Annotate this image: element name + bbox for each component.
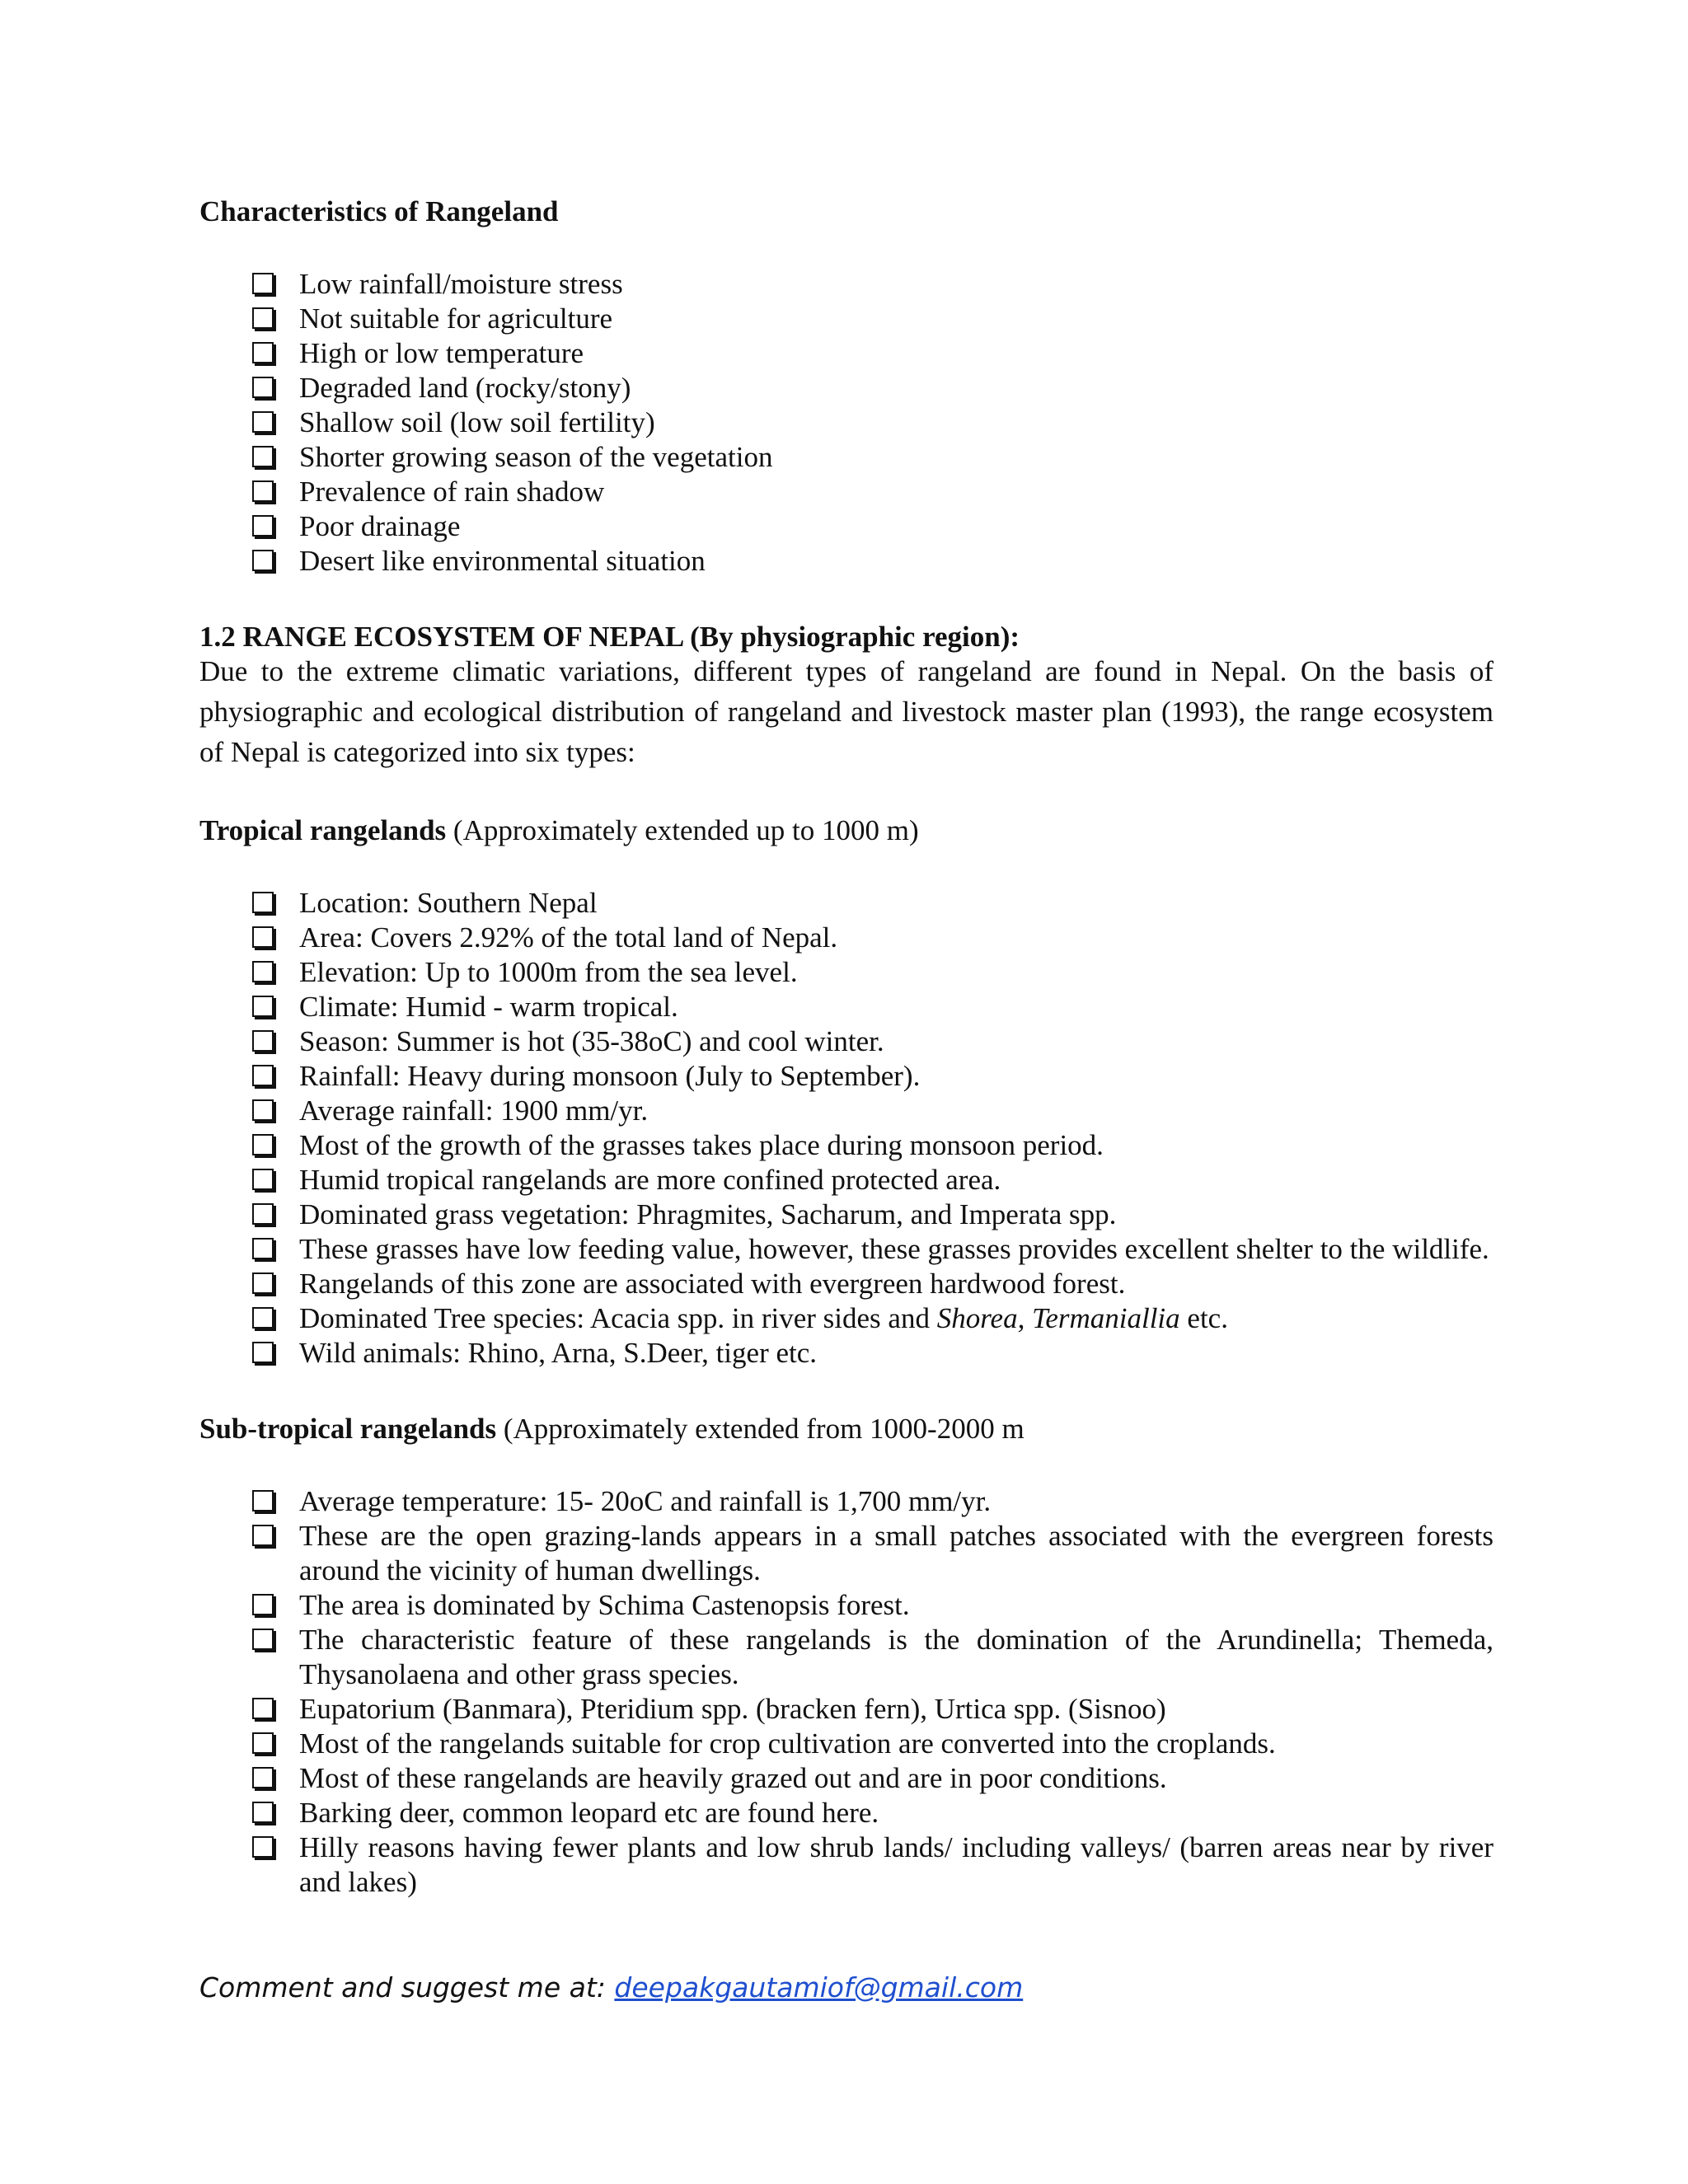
tree-item-species: Shorea, Termaniallia (936, 1302, 1180, 1334)
checkbox-bullet-icon (252, 1525, 274, 1546)
list-item: Shorter growing season of the vegetation (252, 440, 1493, 475)
checkbox-bullet-icon (252, 1732, 274, 1754)
subtropical-list (199, 1484, 1493, 1900)
checkbox-bullet-icon (252, 1342, 274, 1363)
footer-contact (199, 1971, 1023, 2004)
tropical-heading (199, 813, 1493, 848)
checkbox-bullet-icon (252, 926, 274, 948)
list-item: The area is dominated by Schima Castenopsis forest. (252, 1588, 1493, 1623)
checkbox-bullet-icon (252, 1238, 274, 1259)
checkbox-bullet-icon (252, 1307, 274, 1329)
checkbox-bullet-icon (252, 307, 274, 329)
checkbox-bullet-icon (252, 480, 274, 502)
checkbox-bullet-icon (252, 1030, 274, 1052)
checkbox-bullet-icon (252, 411, 274, 433)
list-item: Rainfall: Heavy during monsoon (July to September). (252, 1059, 1493, 1094)
list-item: Poor drainage (252, 509, 1493, 544)
checkbox-bullet-icon (252, 1698, 274, 1719)
checkbox-bullet-icon (252, 1169, 274, 1190)
list-item: Humid tropical rangelands are more confined protected area. (252, 1163, 1493, 1197)
tropical-subtitle: (Approximately extended up to 1000 m) (446, 814, 919, 846)
list-item: Dominated grass vegetation: Phragmites, Sacharum, and Imperata spp. (252, 1197, 1493, 1232)
list-item: Degraded land (rocky/stony) (252, 371, 1493, 405)
checkbox-bullet-icon (252, 1203, 274, 1225)
list-item: Elevation: Up to 1000m from the sea level. (252, 955, 1493, 990)
checkbox-bullet-icon (252, 515, 274, 537)
checkbox-bullet-icon (252, 1802, 274, 1823)
list-item: Barking deer, common leopard etc are found here. (252, 1796, 1493, 1830)
checkbox-bullet-icon (252, 1594, 274, 1615)
subtropical-title: Sub-tropical rangelands (199, 1413, 497, 1445)
document-body (199, 194, 1493, 1900)
list-item (252, 1301, 1493, 1336)
list-item: The characteristic feature of these rangelands is the domination of the Arundinella; Themeda, Thysanolaena and other grass species. (252, 1623, 1493, 1692)
characteristics-heading: Characteristics of Rangeland (199, 195, 559, 227)
checkbox-bullet-icon (252, 1767, 274, 1788)
list-item: Climate: Humid - warm tropical. (252, 990, 1493, 1024)
list-item: Rangelands of this zone are associated with evergreen hardwood forest. (252, 1267, 1493, 1301)
email-link[interactable]: deepakgautamiof@gmail.com (614, 1971, 1024, 2004)
checkbox-bullet-icon (252, 377, 274, 398)
list-item: Low rainfall/moisture stress (252, 267, 1493, 302)
list-item: Prevalence of rain shadow (252, 475, 1493, 509)
checkbox-bullet-icon (252, 961, 274, 982)
tree-item-suffix: etc. (1179, 1302, 1228, 1334)
list-item: Average rainfall: 1900 mm/yr. (252, 1094, 1493, 1128)
subtropical-heading (199, 1412, 1493, 1446)
tree-item-prefix: Dominated Tree species: Acacia spp. in river sides and (299, 1302, 937, 1334)
tropical-list (199, 886, 1493, 1371)
checkbox-bullet-icon (252, 1272, 274, 1294)
characteristics-list (199, 267, 1493, 579)
list-item: Desert like environmental situation (252, 544, 1493, 579)
list-item: Season: Summer is hot (35-38oC) and cool winter. (252, 1024, 1493, 1059)
list-item: Location: Southern Nepal (252, 886, 1493, 921)
checkbox-bullet-icon (252, 1629, 274, 1650)
checkbox-bullet-icon (252, 996, 274, 1017)
subtropical-subtitle: (Approximately extended from 1000-2000 m (496, 1413, 1025, 1445)
list-item: These grasses have low feeding value, however, these grasses provides excellent shelter to the wildlife. (252, 1232, 1493, 1267)
list-item: Wild animals: Rhino, Arna, S.Deer, tiger etc. (252, 1336, 1493, 1371)
list-item: Most of the rangelands suitable for crop cultivation are converted into the croplands. (252, 1727, 1493, 1761)
checkbox-bullet-icon (252, 446, 274, 467)
list-item: Area: Covers 2.92% of the total land of Nepal. (252, 921, 1493, 955)
list-item: Average temperature: 15- 20oC and rainfall is 1,700 mm/yr. (252, 1484, 1493, 1519)
list-item: Shallow soil (low soil fertility) (252, 405, 1493, 440)
list-item: High or low temperature (252, 336, 1493, 371)
tropical-title: Tropical rangelands (199, 814, 447, 846)
list-item: Not suitable for agriculture (252, 302, 1493, 336)
checkbox-bullet-icon (252, 1490, 274, 1511)
list-item: Hilly reasons having fewer plants and low shrub lands/ including valleys/ (barren areas near by river and lakes) (252, 1830, 1493, 1900)
checkbox-bullet-icon (252, 1065, 274, 1086)
list-item: Most of the growth of the grasses takes place during monsoon period. (252, 1128, 1493, 1163)
list-item: Most of these rangelands are heavily grazed out and are in poor conditions. (252, 1761, 1493, 1796)
checkbox-bullet-icon (252, 342, 274, 363)
checkbox-bullet-icon (252, 1134, 274, 1155)
checkbox-bullet-icon (252, 273, 274, 294)
range-ecosystem-paragraph: Due to the extreme climatic variations, different types of rangeland are found in Nepal. On the basis of physiographic and ecological distribution of rangeland and livestock master plan (1993), the range ecosystem of Nepal is categorized into six types: (199, 655, 1493, 768)
list-item: Eupatorium (Banmara), Pteridium spp. (bracken fern), Urtica spp. (Sisnoo) (252, 1692, 1493, 1727)
checkbox-bullet-icon (252, 550, 274, 571)
checkbox-bullet-icon (252, 1836, 274, 1858)
range-ecosystem-heading: 1.2 RANGE ECOSYSTEM OF NEPAL (By physiographic region): (199, 621, 1020, 653)
checkbox-bullet-icon (252, 892, 274, 913)
footer-label: Comment and suggest me at: (199, 1971, 615, 2004)
checkbox-bullet-icon (252, 1099, 274, 1121)
list-item: These are the open grazing-lands appears in a small patches associated with the evergreen forests around the vicinity of human dwellings. (252, 1519, 1493, 1588)
